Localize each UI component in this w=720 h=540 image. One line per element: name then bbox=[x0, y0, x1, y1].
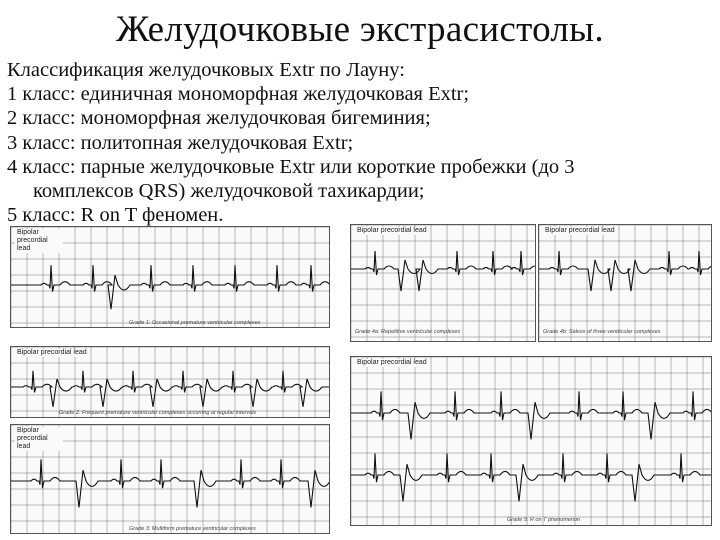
lead-label: Bipolar precordial lead bbox=[357, 227, 427, 234]
class-4-line: 4 класс: парные желудочковые Extr или короткие пробежки (до 3 bbox=[7, 155, 575, 178]
page-title: Желудочковые экстрасистолы. bbox=[116, 9, 604, 50]
ecg-waveform bbox=[11, 371, 329, 407]
strip-caption: Grade 3: Multiform premature ventricular complexes bbox=[129, 526, 256, 532]
class-5-line: 5 класс: R on T феномен. bbox=[7, 204, 224, 227]
class-2-line: 2 класс: мономорфная желудочковая бигеминия; bbox=[7, 107, 431, 130]
classification-heading: Классификация желудочковых Extr по Лауну: bbox=[7, 59, 405, 81]
ecg-strip-grade-4a bbox=[350, 224, 536, 342]
ecg-strip-grade-3 bbox=[10, 424, 330, 534]
ecg-waveform bbox=[351, 391, 711, 439]
strip-caption: Grade 2: Frequent premature ventricular complexes occurring at regular intervals bbox=[59, 410, 257, 416]
ecg-trace bbox=[351, 357, 711, 525]
lead-label: Bipolar precordial lead bbox=[15, 229, 63, 253]
ecg-waveform bbox=[11, 459, 329, 507]
ecg-trace bbox=[11, 347, 329, 417]
ecg-waveform bbox=[351, 453, 711, 501]
ecg-strip-grade-4b bbox=[538, 224, 712, 342]
classification-text bbox=[7, 58, 707, 227]
strip-caption: Grade 4b: Salvos of three ventricular complexes bbox=[543, 329, 661, 335]
lead-label: Bipolar precordial lead bbox=[545, 227, 615, 234]
ecg-strip-grade-1 bbox=[10, 226, 330, 328]
lead-label: Bipolar precordial lead bbox=[357, 359, 427, 366]
lead-label: Bipolar precordial lead bbox=[17, 349, 87, 356]
class-1-line: 1 класс: единичная мономорфная желудочковая Extr; bbox=[7, 83, 470, 106]
strip-caption: Grade 5: R on T phenomenon bbox=[507, 517, 581, 523]
ecg-waveform bbox=[11, 265, 329, 309]
class-3-line: 3 класс: политопная желудочковая Extr; bbox=[7, 131, 354, 154]
strip-caption: Grade 1: Occasional premature ventricular complexes bbox=[129, 320, 261, 326]
ecg-trace bbox=[539, 225, 711, 341]
ecg-trace bbox=[351, 225, 535, 341]
lead-label: Bipolar precordial lead bbox=[15, 427, 63, 451]
ecg-strip-grade-5 bbox=[350, 356, 712, 526]
strip-caption: Grade 4a: Repetitive ventricular complexes bbox=[355, 329, 461, 335]
ecg-strip-grade-2 bbox=[10, 346, 330, 418]
class-4-line-continued: комплексов QRS) желудочковой тахикардии; bbox=[33, 180, 425, 203]
